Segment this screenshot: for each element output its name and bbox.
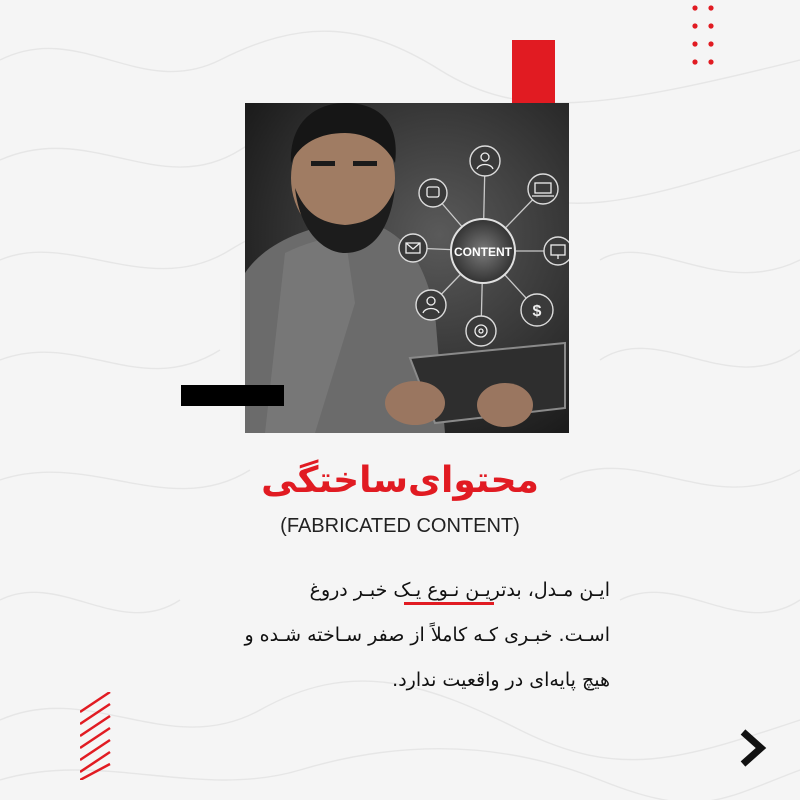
body-line: اسـت. خبـری کـه کاملاً از صفر سـاخته شـده و xyxy=(244,624,610,646)
diagonal-stripes-decoration xyxy=(80,692,114,780)
highlight-underline xyxy=(404,602,494,605)
hero-photo xyxy=(245,103,569,433)
black-accent-bar xyxy=(181,385,284,406)
chat-icon xyxy=(419,179,447,207)
body-line: ایـن مـدل، بدتریـن نـوع یـک خبـر دروغ xyxy=(309,579,610,601)
page-title: محتوای‌ساختگی xyxy=(261,460,539,501)
dots-decoration xyxy=(690,4,720,66)
next-arrow-icon[interactable] xyxy=(735,728,771,768)
content-hub-label: CONTENT xyxy=(454,245,512,259)
svg-text:$: $ xyxy=(532,303,542,320)
mail-icon xyxy=(399,234,427,262)
body-paragraph xyxy=(190,568,610,703)
body-line: هیچ پایه‌ای در واقعیت ندارد. xyxy=(392,669,610,691)
laptop-icon xyxy=(528,174,558,204)
page-subtitle: (FABRICATED CONTENT) xyxy=(280,515,520,537)
gear-icon xyxy=(466,316,496,346)
